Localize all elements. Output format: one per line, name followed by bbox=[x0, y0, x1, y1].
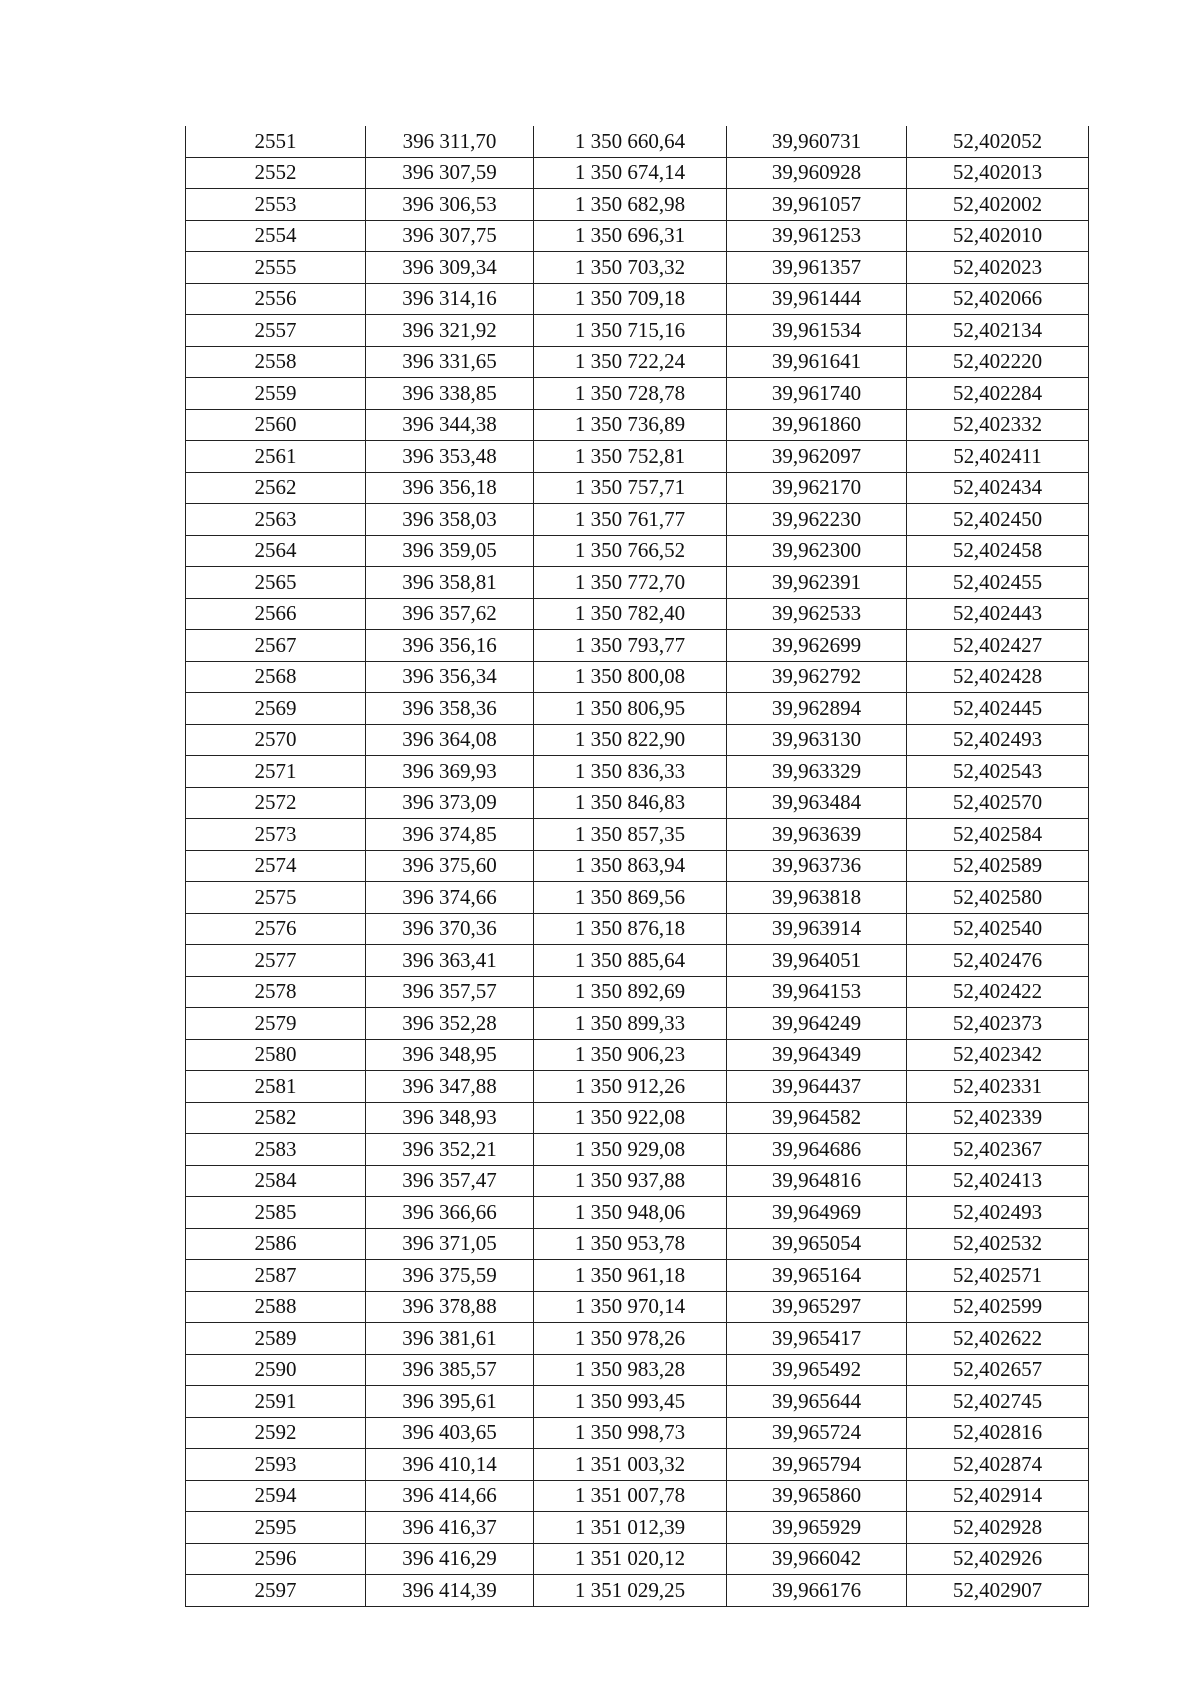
point-number-cell: 2575 bbox=[186, 882, 366, 914]
y-coordinate-cell: 1 350 846,83 bbox=[534, 787, 727, 819]
longitude-cell: 39,961740 bbox=[727, 378, 907, 410]
point-number-cell: 2571 bbox=[186, 756, 366, 788]
longitude-cell: 39,963914 bbox=[727, 913, 907, 945]
x-coordinate-cell: 396 381,61 bbox=[366, 1323, 534, 1355]
latitude-cell: 52,402339 bbox=[907, 1102, 1089, 1134]
x-coordinate-cell: 396 348,93 bbox=[366, 1102, 534, 1134]
x-coordinate-cell: 396 352,28 bbox=[366, 1008, 534, 1040]
latitude-cell: 52,402476 bbox=[907, 945, 1089, 977]
longitude-cell: 39,961253 bbox=[727, 220, 907, 252]
y-coordinate-cell: 1 350 757,71 bbox=[534, 472, 727, 504]
table-row bbox=[186, 157, 1089, 189]
x-coordinate-cell: 396 356,34 bbox=[366, 661, 534, 693]
latitude-cell: 52,402134 bbox=[907, 315, 1089, 347]
y-coordinate-cell: 1 351 007,78 bbox=[534, 1480, 727, 1512]
x-coordinate-cell: 396 364,08 bbox=[366, 724, 534, 756]
table-row bbox=[186, 220, 1089, 252]
point-number-cell: 2589 bbox=[186, 1323, 366, 1355]
point-number-cell: 2564 bbox=[186, 535, 366, 567]
latitude-cell: 52,402458 bbox=[907, 535, 1089, 567]
point-number-cell: 2553 bbox=[186, 189, 366, 221]
latitude-cell: 52,402284 bbox=[907, 378, 1089, 410]
y-coordinate-cell: 1 350 953,78 bbox=[534, 1228, 727, 1260]
x-coordinate-cell: 396 356,18 bbox=[366, 472, 534, 504]
table-row bbox=[186, 1543, 1089, 1575]
table-row bbox=[186, 126, 1089, 157]
table-row bbox=[186, 787, 1089, 819]
longitude-cell: 39,964582 bbox=[727, 1102, 907, 1134]
table-row bbox=[186, 913, 1089, 945]
longitude-cell: 39,962097 bbox=[727, 441, 907, 473]
y-coordinate-cell: 1 350 782,40 bbox=[534, 598, 727, 630]
point-number-cell: 2586 bbox=[186, 1228, 366, 1260]
latitude-cell: 52,402023 bbox=[907, 252, 1089, 284]
longitude-cell: 39,964153 bbox=[727, 976, 907, 1008]
table-row bbox=[186, 1291, 1089, 1323]
y-coordinate-cell: 1 350 728,78 bbox=[534, 378, 727, 410]
y-coordinate-cell: 1 350 703,32 bbox=[534, 252, 727, 284]
longitude-cell: 39,963818 bbox=[727, 882, 907, 914]
x-coordinate-cell: 396 369,93 bbox=[366, 756, 534, 788]
table-row bbox=[186, 346, 1089, 378]
table-row bbox=[186, 567, 1089, 599]
latitude-cell: 52,402584 bbox=[907, 819, 1089, 851]
latitude-cell: 52,402450 bbox=[907, 504, 1089, 536]
latitude-cell: 52,402570 bbox=[907, 787, 1089, 819]
latitude-cell: 52,402002 bbox=[907, 189, 1089, 221]
longitude-cell: 39,965492 bbox=[727, 1354, 907, 1386]
y-coordinate-cell: 1 350 772,70 bbox=[534, 567, 727, 599]
table-row bbox=[186, 504, 1089, 536]
longitude-cell: 39,964686 bbox=[727, 1134, 907, 1166]
point-number-cell: 2583 bbox=[186, 1134, 366, 1166]
table-row bbox=[186, 1354, 1089, 1386]
x-coordinate-cell: 396 331,65 bbox=[366, 346, 534, 378]
point-number-cell: 2581 bbox=[186, 1071, 366, 1103]
longitude-cell: 39,964249 bbox=[727, 1008, 907, 1040]
table-row bbox=[186, 252, 1089, 284]
point-number-cell: 2578 bbox=[186, 976, 366, 1008]
x-coordinate-cell: 396 370,36 bbox=[366, 913, 534, 945]
y-coordinate-cell: 1 350 660,64 bbox=[534, 126, 727, 157]
longitude-cell: 39,961444 bbox=[727, 283, 907, 315]
longitude-cell: 39,965054 bbox=[727, 1228, 907, 1260]
longitude-cell: 39,961860 bbox=[727, 409, 907, 441]
table-row bbox=[186, 945, 1089, 977]
table-row bbox=[186, 1102, 1089, 1134]
y-coordinate-cell: 1 350 793,77 bbox=[534, 630, 727, 662]
latitude-cell: 52,402580 bbox=[907, 882, 1089, 914]
longitude-cell: 39,964969 bbox=[727, 1197, 907, 1229]
x-coordinate-cell: 396 311,70 bbox=[366, 126, 534, 157]
latitude-cell: 52,402367 bbox=[907, 1134, 1089, 1166]
table-row bbox=[186, 1575, 1089, 1607]
x-coordinate-cell: 396 378,88 bbox=[366, 1291, 534, 1323]
coordinates-table-body bbox=[186, 126, 1089, 1606]
table-row bbox=[186, 976, 1089, 1008]
x-coordinate-cell: 396 375,60 bbox=[366, 850, 534, 882]
table-row bbox=[186, 1323, 1089, 1355]
latitude-cell: 52,402443 bbox=[907, 598, 1089, 630]
y-coordinate-cell: 1 350 998,73 bbox=[534, 1417, 727, 1449]
point-number-cell: 2551 bbox=[186, 126, 366, 157]
longitude-cell: 39,962533 bbox=[727, 598, 907, 630]
latitude-cell: 52,402926 bbox=[907, 1543, 1089, 1575]
table-row bbox=[186, 724, 1089, 756]
table-row bbox=[186, 472, 1089, 504]
point-number-cell: 2579 bbox=[186, 1008, 366, 1040]
coordinates-table bbox=[185, 126, 1089, 1607]
longitude-cell: 39,965644 bbox=[727, 1386, 907, 1418]
point-number-cell: 2592 bbox=[186, 1417, 366, 1449]
point-number-cell: 2576 bbox=[186, 913, 366, 945]
y-coordinate-cell: 1 350 766,52 bbox=[534, 535, 727, 567]
table-row bbox=[186, 1039, 1089, 1071]
x-coordinate-cell: 396 375,59 bbox=[366, 1260, 534, 1292]
longitude-cell: 39,965297 bbox=[727, 1291, 907, 1323]
x-coordinate-cell: 396 307,75 bbox=[366, 220, 534, 252]
y-coordinate-cell: 1 350 709,18 bbox=[534, 283, 727, 315]
y-coordinate-cell: 1 350 761,77 bbox=[534, 504, 727, 536]
y-coordinate-cell: 1 350 682,98 bbox=[534, 189, 727, 221]
y-coordinate-cell: 1 350 715,16 bbox=[534, 315, 727, 347]
latitude-cell: 52,402599 bbox=[907, 1291, 1089, 1323]
point-number-cell: 2569 bbox=[186, 693, 366, 725]
y-coordinate-cell: 1 350 922,08 bbox=[534, 1102, 727, 1134]
longitude-cell: 39,965417 bbox=[727, 1323, 907, 1355]
latitude-cell: 52,402373 bbox=[907, 1008, 1089, 1040]
y-coordinate-cell: 1 351 012,39 bbox=[534, 1512, 727, 1544]
y-coordinate-cell: 1 350 822,90 bbox=[534, 724, 727, 756]
point-number-cell: 2597 bbox=[186, 1575, 366, 1607]
longitude-cell: 39,962792 bbox=[727, 661, 907, 693]
latitude-cell: 52,402331 bbox=[907, 1071, 1089, 1103]
latitude-cell: 52,402745 bbox=[907, 1386, 1089, 1418]
x-coordinate-cell: 396 403,65 bbox=[366, 1417, 534, 1449]
point-number-cell: 2588 bbox=[186, 1291, 366, 1323]
x-coordinate-cell: 396 321,92 bbox=[366, 315, 534, 347]
longitude-cell: 39,962699 bbox=[727, 630, 907, 662]
y-coordinate-cell: 1 350 899,33 bbox=[534, 1008, 727, 1040]
latitude-cell: 52,402493 bbox=[907, 1197, 1089, 1229]
longitude-cell: 39,966176 bbox=[727, 1575, 907, 1607]
point-number-cell: 2552 bbox=[186, 157, 366, 189]
y-coordinate-cell: 1 350 978,26 bbox=[534, 1323, 727, 1355]
latitude-cell: 52,402907 bbox=[907, 1575, 1089, 1607]
x-coordinate-cell: 396 309,34 bbox=[366, 252, 534, 284]
point-number-cell: 2556 bbox=[186, 283, 366, 315]
table-row bbox=[186, 1386, 1089, 1418]
longitude-cell: 39,962391 bbox=[727, 567, 907, 599]
latitude-cell: 52,402571 bbox=[907, 1260, 1089, 1292]
table-row bbox=[186, 283, 1089, 315]
latitude-cell: 52,402422 bbox=[907, 976, 1089, 1008]
latitude-cell: 52,402411 bbox=[907, 441, 1089, 473]
point-number-cell: 2577 bbox=[186, 945, 366, 977]
longitude-cell: 39,962894 bbox=[727, 693, 907, 725]
longitude-cell: 39,964437 bbox=[727, 1071, 907, 1103]
latitude-cell: 52,402622 bbox=[907, 1323, 1089, 1355]
point-number-cell: 2555 bbox=[186, 252, 366, 284]
table-row bbox=[186, 1228, 1089, 1260]
y-coordinate-cell: 1 350 696,31 bbox=[534, 220, 727, 252]
latitude-cell: 52,402445 bbox=[907, 693, 1089, 725]
x-coordinate-cell: 396 358,81 bbox=[366, 567, 534, 599]
y-coordinate-cell: 1 350 800,08 bbox=[534, 661, 727, 693]
longitude-cell: 39,963329 bbox=[727, 756, 907, 788]
point-number-cell: 2584 bbox=[186, 1165, 366, 1197]
table-row bbox=[186, 756, 1089, 788]
longitude-cell: 39,961641 bbox=[727, 346, 907, 378]
table-row bbox=[186, 1512, 1089, 1544]
latitude-cell: 52,402874 bbox=[907, 1449, 1089, 1481]
longitude-cell: 39,965794 bbox=[727, 1449, 907, 1481]
x-coordinate-cell: 396 416,29 bbox=[366, 1543, 534, 1575]
table-row bbox=[186, 850, 1089, 882]
table-row bbox=[186, 1260, 1089, 1292]
y-coordinate-cell: 1 350 857,35 bbox=[534, 819, 727, 851]
latitude-cell: 52,402010 bbox=[907, 220, 1089, 252]
latitude-cell: 52,402914 bbox=[907, 1480, 1089, 1512]
x-coordinate-cell: 396 366,66 bbox=[366, 1197, 534, 1229]
table-row bbox=[186, 1165, 1089, 1197]
table-row bbox=[186, 1008, 1089, 1040]
latitude-cell: 52,402013 bbox=[907, 157, 1089, 189]
y-coordinate-cell: 1 350 892,69 bbox=[534, 976, 727, 1008]
point-number-cell: 2562 bbox=[186, 472, 366, 504]
y-coordinate-cell: 1 350 961,18 bbox=[534, 1260, 727, 1292]
latitude-cell: 52,402493 bbox=[907, 724, 1089, 756]
x-coordinate-cell: 396 357,47 bbox=[366, 1165, 534, 1197]
y-coordinate-cell: 1 350 983,28 bbox=[534, 1354, 727, 1386]
longitude-cell: 39,963639 bbox=[727, 819, 907, 851]
longitude-cell: 39,965929 bbox=[727, 1512, 907, 1544]
table-row bbox=[186, 409, 1089, 441]
y-coordinate-cell: 1 350 929,08 bbox=[534, 1134, 727, 1166]
point-number-cell: 2587 bbox=[186, 1260, 366, 1292]
y-coordinate-cell: 1 350 970,14 bbox=[534, 1291, 727, 1323]
y-coordinate-cell: 1 350 869,56 bbox=[534, 882, 727, 914]
x-coordinate-cell: 396 357,62 bbox=[366, 598, 534, 630]
point-number-cell: 2585 bbox=[186, 1197, 366, 1229]
table-row bbox=[186, 1480, 1089, 1512]
x-coordinate-cell: 396 385,57 bbox=[366, 1354, 534, 1386]
point-number-cell: 2582 bbox=[186, 1102, 366, 1134]
table-row bbox=[186, 441, 1089, 473]
x-coordinate-cell: 396 358,36 bbox=[366, 693, 534, 725]
latitude-cell: 52,402543 bbox=[907, 756, 1089, 788]
longitude-cell: 39,966042 bbox=[727, 1543, 907, 1575]
y-coordinate-cell: 1 351 020,12 bbox=[534, 1543, 727, 1575]
y-coordinate-cell: 1 350 876,18 bbox=[534, 913, 727, 945]
latitude-cell: 52,402332 bbox=[907, 409, 1089, 441]
y-coordinate-cell: 1 350 836,33 bbox=[534, 756, 727, 788]
x-coordinate-cell: 396 416,37 bbox=[366, 1512, 534, 1544]
point-number-cell: 2554 bbox=[186, 220, 366, 252]
point-number-cell: 2594 bbox=[186, 1480, 366, 1512]
point-number-cell: 2567 bbox=[186, 630, 366, 662]
latitude-cell: 52,402657 bbox=[907, 1354, 1089, 1386]
point-number-cell: 2572 bbox=[186, 787, 366, 819]
longitude-cell: 39,965860 bbox=[727, 1480, 907, 1512]
x-coordinate-cell: 396 314,16 bbox=[366, 283, 534, 315]
table-row bbox=[186, 819, 1089, 851]
table-row bbox=[186, 378, 1089, 410]
longitude-cell: 39,961057 bbox=[727, 189, 907, 221]
latitude-cell: 52,402928 bbox=[907, 1512, 1089, 1544]
latitude-cell: 52,402066 bbox=[907, 283, 1089, 315]
x-coordinate-cell: 396 358,03 bbox=[366, 504, 534, 536]
point-number-cell: 2557 bbox=[186, 315, 366, 347]
point-number-cell: 2565 bbox=[186, 567, 366, 599]
point-number-cell: 2559 bbox=[186, 378, 366, 410]
table-row bbox=[186, 598, 1089, 630]
longitude-cell: 39,962300 bbox=[727, 535, 907, 567]
longitude-cell: 39,963736 bbox=[727, 850, 907, 882]
latitude-cell: 52,402816 bbox=[907, 1417, 1089, 1449]
table-row bbox=[186, 1134, 1089, 1166]
point-number-cell: 2566 bbox=[186, 598, 366, 630]
x-coordinate-cell: 396 344,38 bbox=[366, 409, 534, 441]
table-row bbox=[186, 1197, 1089, 1229]
longitude-cell: 39,965724 bbox=[727, 1417, 907, 1449]
longitude-cell: 39,960731 bbox=[727, 126, 907, 157]
table-row bbox=[186, 1449, 1089, 1481]
longitude-cell: 39,963130 bbox=[727, 724, 907, 756]
y-coordinate-cell: 1 350 885,64 bbox=[534, 945, 727, 977]
latitude-cell: 52,402342 bbox=[907, 1039, 1089, 1071]
y-coordinate-cell: 1 350 736,89 bbox=[534, 409, 727, 441]
x-coordinate-cell: 396 363,41 bbox=[366, 945, 534, 977]
x-coordinate-cell: 396 395,61 bbox=[366, 1386, 534, 1418]
x-coordinate-cell: 396 371,05 bbox=[366, 1228, 534, 1260]
longitude-cell: 39,964816 bbox=[727, 1165, 907, 1197]
x-coordinate-cell: 396 306,53 bbox=[366, 189, 534, 221]
x-coordinate-cell: 396 414,66 bbox=[366, 1480, 534, 1512]
point-number-cell: 2593 bbox=[186, 1449, 366, 1481]
point-number-cell: 2591 bbox=[186, 1386, 366, 1418]
table-row bbox=[186, 882, 1089, 914]
x-coordinate-cell: 396 347,88 bbox=[366, 1071, 534, 1103]
x-coordinate-cell: 396 374,66 bbox=[366, 882, 534, 914]
table-row bbox=[186, 315, 1089, 347]
x-coordinate-cell: 396 374,85 bbox=[366, 819, 534, 851]
y-coordinate-cell: 1 350 674,14 bbox=[534, 157, 727, 189]
x-coordinate-cell: 396 353,48 bbox=[366, 441, 534, 473]
table-row bbox=[186, 661, 1089, 693]
point-number-cell: 2573 bbox=[186, 819, 366, 851]
point-number-cell: 2568 bbox=[186, 661, 366, 693]
x-coordinate-cell: 396 357,57 bbox=[366, 976, 534, 1008]
table-row bbox=[186, 535, 1089, 567]
point-number-cell: 2595 bbox=[186, 1512, 366, 1544]
y-coordinate-cell: 1 350 993,45 bbox=[534, 1386, 727, 1418]
longitude-cell: 39,964349 bbox=[727, 1039, 907, 1071]
x-coordinate-cell: 396 348,95 bbox=[366, 1039, 534, 1071]
latitude-cell: 52,402455 bbox=[907, 567, 1089, 599]
point-number-cell: 2570 bbox=[186, 724, 366, 756]
longitude-cell: 39,964051 bbox=[727, 945, 907, 977]
y-coordinate-cell: 1 350 752,81 bbox=[534, 441, 727, 473]
latitude-cell: 52,402540 bbox=[907, 913, 1089, 945]
latitude-cell: 52,402220 bbox=[907, 346, 1089, 378]
point-number-cell: 2590 bbox=[186, 1354, 366, 1386]
y-coordinate-cell: 1 350 948,06 bbox=[534, 1197, 727, 1229]
table-row bbox=[186, 189, 1089, 221]
latitude-cell: 52,402532 bbox=[907, 1228, 1089, 1260]
latitude-cell: 52,402434 bbox=[907, 472, 1089, 504]
table-row bbox=[186, 1071, 1089, 1103]
table-row bbox=[186, 693, 1089, 725]
y-coordinate-cell: 1 350 937,88 bbox=[534, 1165, 727, 1197]
x-coordinate-cell: 396 352,21 bbox=[366, 1134, 534, 1166]
point-number-cell: 2560 bbox=[186, 409, 366, 441]
y-coordinate-cell: 1 351 003,32 bbox=[534, 1449, 727, 1481]
x-coordinate-cell: 396 410,14 bbox=[366, 1449, 534, 1481]
y-coordinate-cell: 1 350 906,23 bbox=[534, 1039, 727, 1071]
point-number-cell: 2580 bbox=[186, 1039, 366, 1071]
longitude-cell: 39,961357 bbox=[727, 252, 907, 284]
longitude-cell: 39,962230 bbox=[727, 504, 907, 536]
longitude-cell: 39,963484 bbox=[727, 787, 907, 819]
longitude-cell: 39,965164 bbox=[727, 1260, 907, 1292]
x-coordinate-cell: 396 356,16 bbox=[366, 630, 534, 662]
table-row bbox=[186, 630, 1089, 662]
point-number-cell: 2596 bbox=[186, 1543, 366, 1575]
point-number-cell: 2563 bbox=[186, 504, 366, 536]
longitude-cell: 39,960928 bbox=[727, 157, 907, 189]
y-coordinate-cell: 1 350 722,24 bbox=[534, 346, 727, 378]
x-coordinate-cell: 396 373,09 bbox=[366, 787, 534, 819]
longitude-cell: 39,962170 bbox=[727, 472, 907, 504]
latitude-cell: 52,402427 bbox=[907, 630, 1089, 662]
point-number-cell: 2561 bbox=[186, 441, 366, 473]
longitude-cell: 39,961534 bbox=[727, 315, 907, 347]
point-number-cell: 2574 bbox=[186, 850, 366, 882]
x-coordinate-cell: 396 414,39 bbox=[366, 1575, 534, 1607]
y-coordinate-cell: 1 351 029,25 bbox=[534, 1575, 727, 1607]
y-coordinate-cell: 1 350 863,94 bbox=[534, 850, 727, 882]
x-coordinate-cell: 396 338,85 bbox=[366, 378, 534, 410]
y-coordinate-cell: 1 350 912,26 bbox=[534, 1071, 727, 1103]
x-coordinate-cell: 396 359,05 bbox=[366, 535, 534, 567]
latitude-cell: 52,402052 bbox=[907, 126, 1089, 157]
table-row bbox=[186, 1417, 1089, 1449]
latitude-cell: 52,402428 bbox=[907, 661, 1089, 693]
point-number-cell: 2558 bbox=[186, 346, 366, 378]
y-coordinate-cell: 1 350 806,95 bbox=[534, 693, 727, 725]
x-coordinate-cell: 396 307,59 bbox=[366, 157, 534, 189]
latitude-cell: 52,402413 bbox=[907, 1165, 1089, 1197]
latitude-cell: 52,402589 bbox=[907, 850, 1089, 882]
